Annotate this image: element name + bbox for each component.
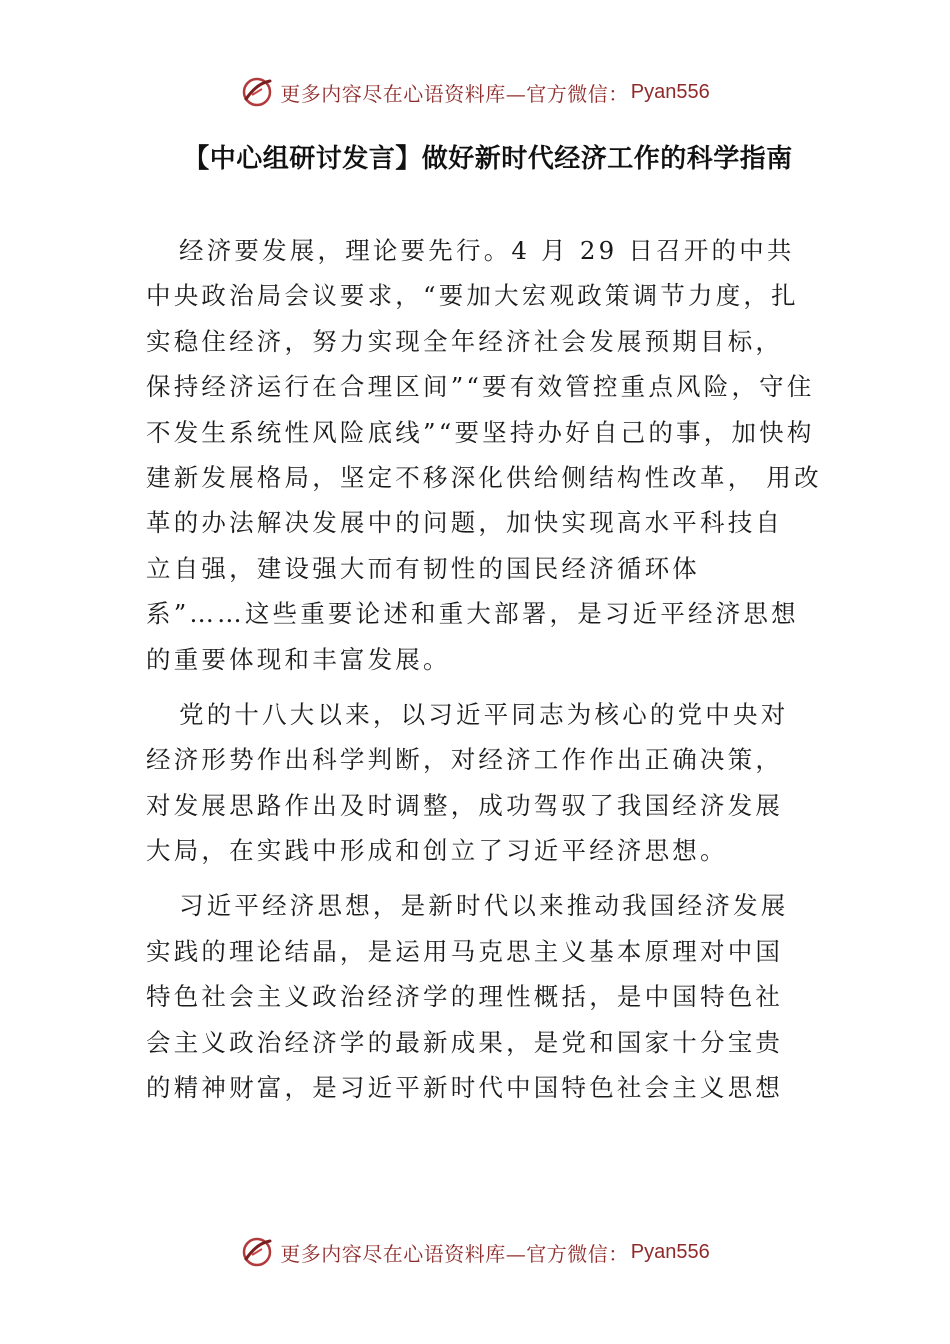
text-line: 的重要体现和丰富发展。 [146,644,451,674]
text-line: 建新发展格局，坚定不移深化供给侧结构性改革， 用改 [146,462,822,492]
header-wechat-id: Pyan556 [630,80,710,103]
text-line: 对发展思路作出及时调整，成功驾驭了我国经济发展 [146,790,784,820]
header-banner-text: 更多内容尽在心语资料库—官方微信： [280,81,629,106]
paragraph-1 [146,228,826,682]
text-line: 特色社会主义政治经济学的理性概括，是中国特色社 [146,982,784,1012]
paragraph-3 [146,883,826,1110]
article-body [146,228,826,1120]
text-line: 中央政治局会议要求，“要加大宏观政策调节力度，扎 [146,281,799,311]
text-line: 立自强，建设强大而有韧性的国民经济循环体 [146,553,700,583]
page-title: 【中心组研讨发言】做好新时代经济工作的科学指南 [183,144,793,174]
footer-banner [0,1232,950,1272]
text-line: 大局，在实践中形成和创立了习近平经济思想。 [146,836,728,866]
text-line: 经济要发展，理论要先行。4 月 29 日召开的中共 [179,236,795,265]
footer-wechat-id: Pyan556 [630,1240,710,1263]
footer-banner-text: 更多内容尽在心语资料库—官方微信： [280,1241,629,1266]
text-line: 实稳住经济，努力实现全年经济社会发展预期目标， [146,326,784,356]
text-line: 不发生系统性风险底线”“要坚持办好自己的事，加快构 [146,417,815,447]
paragraph-2 [146,692,826,874]
text-line: 会主义政治经济学的最新成果，是党和国家十分宝贵 [146,1027,784,1057]
text-line: 系”……这些重要论述和重大部署，是习近平经济思想 [146,599,799,629]
brush-logo-icon [240,1235,274,1269]
text-line: 保持经济运行在合理区间”“要有效管控重点风险，守住 [146,372,815,402]
text-line: 革的办法解决发展中的问题，加快实现高水平科技自 [146,508,784,538]
text-line: 经济形势作出科学判断，对经济工作作出正确决策， [146,745,784,775]
text-line: 习近平经济思想，是新时代以来推动我国经济发展 [179,891,789,921]
text-line: 的精神财富，是习近平新时代中国特色社会主义思想 [146,1073,784,1103]
brush-logo-icon [240,75,274,109]
header-banner [0,72,950,112]
text-line: 党的十八大以来，以习近平同志为核心的党中央对 [179,699,789,729]
text-line: 实践的理论结晶，是运用马克思主义基本原理对中国 [146,936,784,966]
